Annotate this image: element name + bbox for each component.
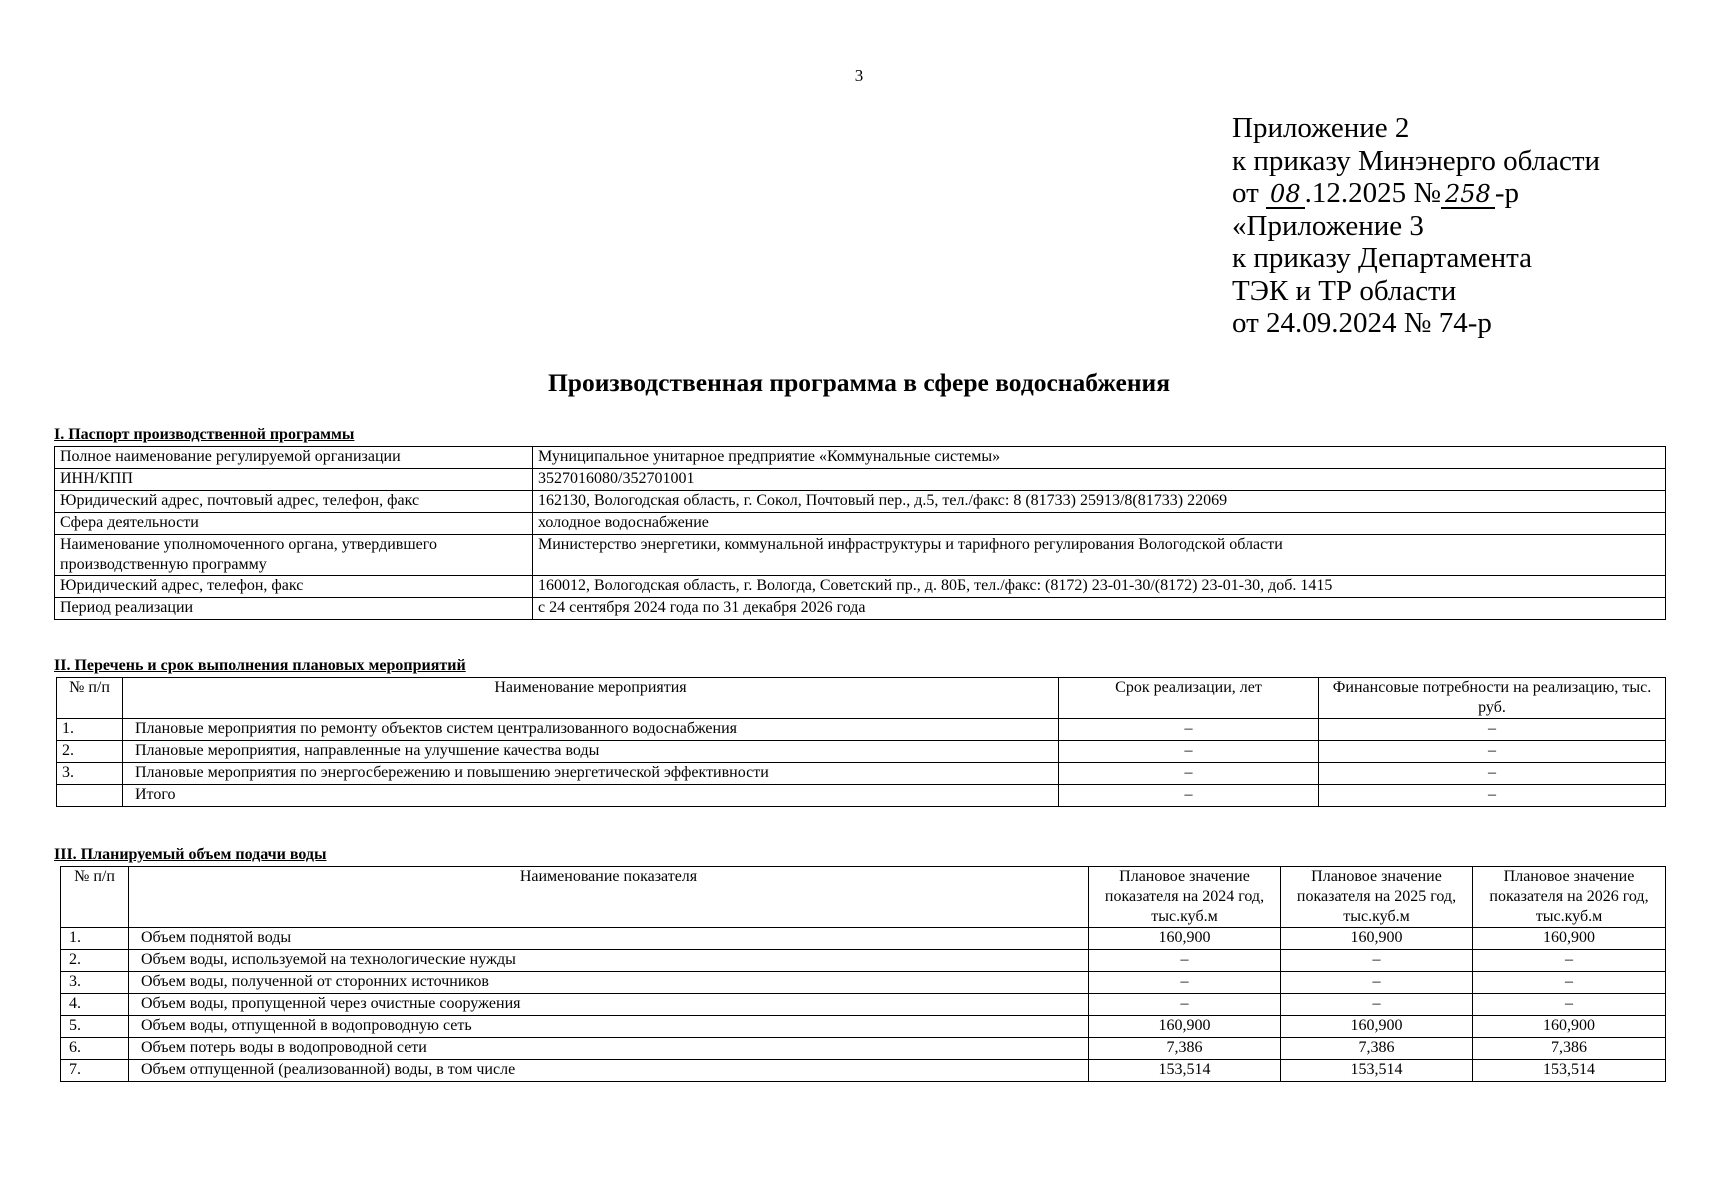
passport-value: 162130, Вологодская область, г. Сокол, Почтовый пер., д.5, тел./факс: 8 (81733) 25913/8(81733) 22069 xyxy=(533,491,1666,513)
passport-label: Юридический адрес, телефон, факс xyxy=(55,576,533,598)
table-row xyxy=(61,950,1666,972)
value-2024: 153,514 xyxy=(1089,1060,1281,1082)
header-term: Срок реализации, лет xyxy=(1059,678,1319,719)
appendix-line: к приказу Минэнерго области xyxy=(1232,144,1601,177)
row-name: Плановые мероприятия, направленные на улучшение качества воды xyxy=(123,741,1059,763)
row-name: Объем поднятой воды xyxy=(129,928,1089,950)
row-finance: – xyxy=(1319,785,1666,807)
row-name: Объем воды, используемой на технологические нужды xyxy=(129,950,1089,972)
header-2025: Плановое значение показателя на 2025 год, тыс.куб.м xyxy=(1281,867,1473,928)
value-2024: 160,900 xyxy=(1089,1016,1281,1038)
volume-table xyxy=(60,866,1666,1082)
value-2024: 7,386 xyxy=(1089,1038,1281,1060)
row-num: 2. xyxy=(57,741,123,763)
header-name: Наименование мероприятия xyxy=(123,678,1059,719)
table-row xyxy=(55,576,1666,598)
section-2-title: II. Перечень и срок выполнения плановых мероприятий xyxy=(54,657,466,674)
value-2026: – xyxy=(1473,972,1666,994)
table-row xyxy=(57,719,1666,741)
header-num: № п/п xyxy=(61,867,129,928)
value-2026: 160,900 xyxy=(1473,1016,1666,1038)
section-3-title: III. Планируемый объем подачи воды xyxy=(54,846,327,863)
value-2025: 160,900 xyxy=(1281,1016,1473,1038)
document-title: Производственная программа в сфере водоснабжения xyxy=(547,368,1171,397)
row-num: 1. xyxy=(61,928,129,950)
table-header-row xyxy=(57,678,1666,719)
row-term: – xyxy=(1059,719,1319,741)
row-finance: – xyxy=(1319,741,1666,763)
passport-label: Период реализации xyxy=(55,598,533,620)
value-2024: – xyxy=(1089,950,1281,972)
table-row xyxy=(61,994,1666,1016)
header-name: Наименование показателя xyxy=(129,867,1089,928)
row-name: Плановые мероприятия по ремонту объектов систем централизованного водоснабжения xyxy=(123,719,1059,741)
row-finance: – xyxy=(1319,763,1666,785)
row-num: 2. xyxy=(61,950,129,972)
row-num xyxy=(57,785,123,807)
appendix-line: Приложение 2 xyxy=(1232,112,1410,144)
appendix-block xyxy=(1232,112,1600,340)
value-2025: 7,386 xyxy=(1281,1038,1473,1060)
table-row xyxy=(55,447,1666,469)
table-row xyxy=(57,785,1666,807)
passport-value: Министерство энергетики, коммунальной инфраструктуры и тарифного регулирования Вологодской области xyxy=(533,535,1666,576)
table-row xyxy=(61,928,1666,950)
value-2026: 153,514 xyxy=(1473,1060,1666,1082)
row-name: Плановые мероприятия по энергосбережению и повышению энергетической эффективности xyxy=(123,763,1059,785)
row-num: 4. xyxy=(61,994,129,1016)
passport-value: 160012, Вологодская область, г. Вологда, Советский пр., д. 80Б, тел./факс: (8172) 23-01-30/(8172) 23-01-30, доб. 1415 xyxy=(533,576,1666,598)
row-name: Объем отпущенной (реализованной) воды, в том числе xyxy=(129,1060,1089,1082)
row-term: – xyxy=(1059,741,1319,763)
value-2026: – xyxy=(1473,994,1666,1016)
appendix-mid: .12.2025 № xyxy=(1304,177,1442,209)
table-header-row xyxy=(61,867,1666,928)
table-row xyxy=(55,598,1666,620)
row-num: 5. xyxy=(61,1016,129,1038)
passport-value: холодное водоснабжение xyxy=(533,513,1666,535)
appendix-line: от 24.09.2024 № 74-р xyxy=(1232,307,1492,339)
appendix-line: «Приложение 3 xyxy=(1232,209,1424,242)
header-finance: Финансовые потребности на реализацию, тыс. руб. xyxy=(1319,678,1666,719)
passport-value: 3527016080/352701001 xyxy=(533,469,1666,491)
handwritten-day: 08 xyxy=(1266,181,1305,209)
passport-value: с 24 сентября 2024 года по 31 декабря 2026 года xyxy=(533,598,1666,620)
passport-label: Сфера деятельности xyxy=(55,513,533,535)
table-row xyxy=(61,1060,1666,1082)
passport-label: Наименование уполномоченного органа, утвердившего производственную программу xyxy=(55,535,533,576)
value-2025: 153,514 xyxy=(1281,1060,1473,1082)
header-2026: Плановое значение показателя на 2026 год, тыс.куб.м xyxy=(1473,867,1666,928)
row-name: Объем воды, пропущенной через очистные сооружения xyxy=(129,994,1089,1016)
row-term: – xyxy=(1059,785,1319,807)
table-row xyxy=(61,1016,1666,1038)
table-row xyxy=(57,763,1666,785)
value-2025: 160,900 xyxy=(1281,928,1473,950)
row-name: Объем потерь воды в водопроводной сети xyxy=(129,1038,1089,1060)
value-2024: – xyxy=(1089,972,1281,994)
value-2025: – xyxy=(1281,994,1473,1016)
passport-value: Муниципальное унитарное предприятие «Коммунальные системы» xyxy=(533,447,1666,469)
passport-table xyxy=(54,446,1666,620)
table-row xyxy=(57,741,1666,763)
row-term: – xyxy=(1059,763,1319,785)
table-row xyxy=(55,535,1666,576)
value-2026: 160,900 xyxy=(1473,928,1666,950)
table-row xyxy=(55,491,1666,513)
value-2026: 7,386 xyxy=(1473,1038,1666,1060)
row-num: 7. xyxy=(61,1060,129,1082)
row-num: 3. xyxy=(57,763,123,785)
page-number: 3 xyxy=(854,66,864,85)
passport-label: ИНН/КПП xyxy=(55,469,533,491)
measures-table xyxy=(56,677,1666,807)
appendix-suffix: -р xyxy=(1494,177,1519,209)
appendix-line: ТЭК и ТР области xyxy=(1232,274,1457,307)
header-2024: Плановое значение показателя на 2024 год, тыс.куб.м xyxy=(1089,867,1281,928)
value-2024: 160,900 xyxy=(1089,928,1281,950)
header-num: № п/п xyxy=(57,678,123,719)
appendix-line: к приказу Департамента xyxy=(1232,242,1533,274)
value-2025: – xyxy=(1281,950,1473,972)
value-2025: – xyxy=(1281,972,1473,994)
row-name: Итого xyxy=(123,785,1059,807)
handwritten-order-number: 258 xyxy=(1441,181,1495,209)
value-2024: – xyxy=(1089,994,1281,1016)
section-1-title: I. Паспорт производственной программы xyxy=(54,426,355,443)
row-num: 3. xyxy=(61,972,129,994)
table-row xyxy=(55,513,1666,535)
table-row xyxy=(61,1038,1666,1060)
appendix-prefix: от xyxy=(1232,177,1259,209)
row-num: 1. xyxy=(57,719,123,741)
row-name: Объем воды, полученной от сторонних источников xyxy=(129,972,1089,994)
table-row xyxy=(61,972,1666,994)
passport-label: Юридический адрес, почтовый адрес, телефон, факс xyxy=(55,491,533,513)
passport-label: Полное наименование регулируемой организации xyxy=(55,447,533,469)
value-2026: – xyxy=(1473,950,1666,972)
appendix-order-date-line xyxy=(1232,177,1600,210)
row-num: 6. xyxy=(61,1038,129,1060)
row-finance: – xyxy=(1319,719,1666,741)
table-row xyxy=(55,469,1666,491)
row-name: Объем воды, отпущенной в водопроводную сеть xyxy=(129,1016,1089,1038)
